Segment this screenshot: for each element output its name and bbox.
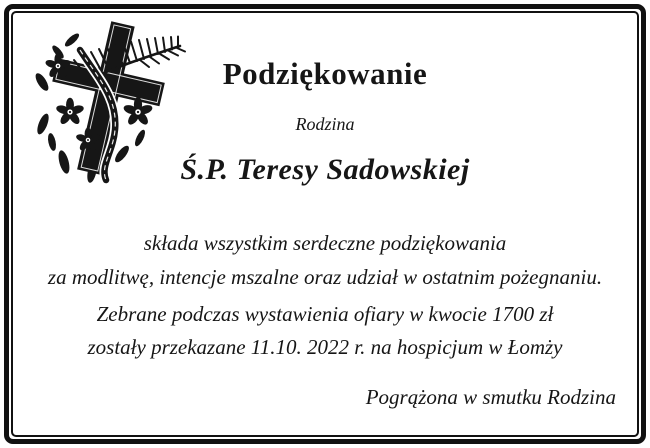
donation-line-2: zostały przekazane 11.10. 2022 r. na hospicjum w Łomży bbox=[87, 335, 563, 359]
card-title: Podziękowanie bbox=[222, 56, 428, 91]
thanks-paragraph bbox=[20, 226, 630, 294]
donation-paragraph bbox=[20, 298, 630, 364]
thanks-line-1: składa wszystkim serdeczne podziękowania bbox=[143, 231, 507, 255]
family-label: Rodzina bbox=[295, 114, 355, 134]
signature: Pogrążona w smutku Rodzina bbox=[365, 385, 616, 409]
donation-line-1: Zebrane podczas wystawienia ofiary w kwocie 1700 zł bbox=[96, 302, 554, 326]
deceased-name: Ś.P. Teresy Sadowskiej bbox=[180, 153, 470, 186]
thanks-line-2: za modlitwę, intencje mszalne oraz udział w ostatnim pożegnaniu. bbox=[47, 265, 603, 289]
